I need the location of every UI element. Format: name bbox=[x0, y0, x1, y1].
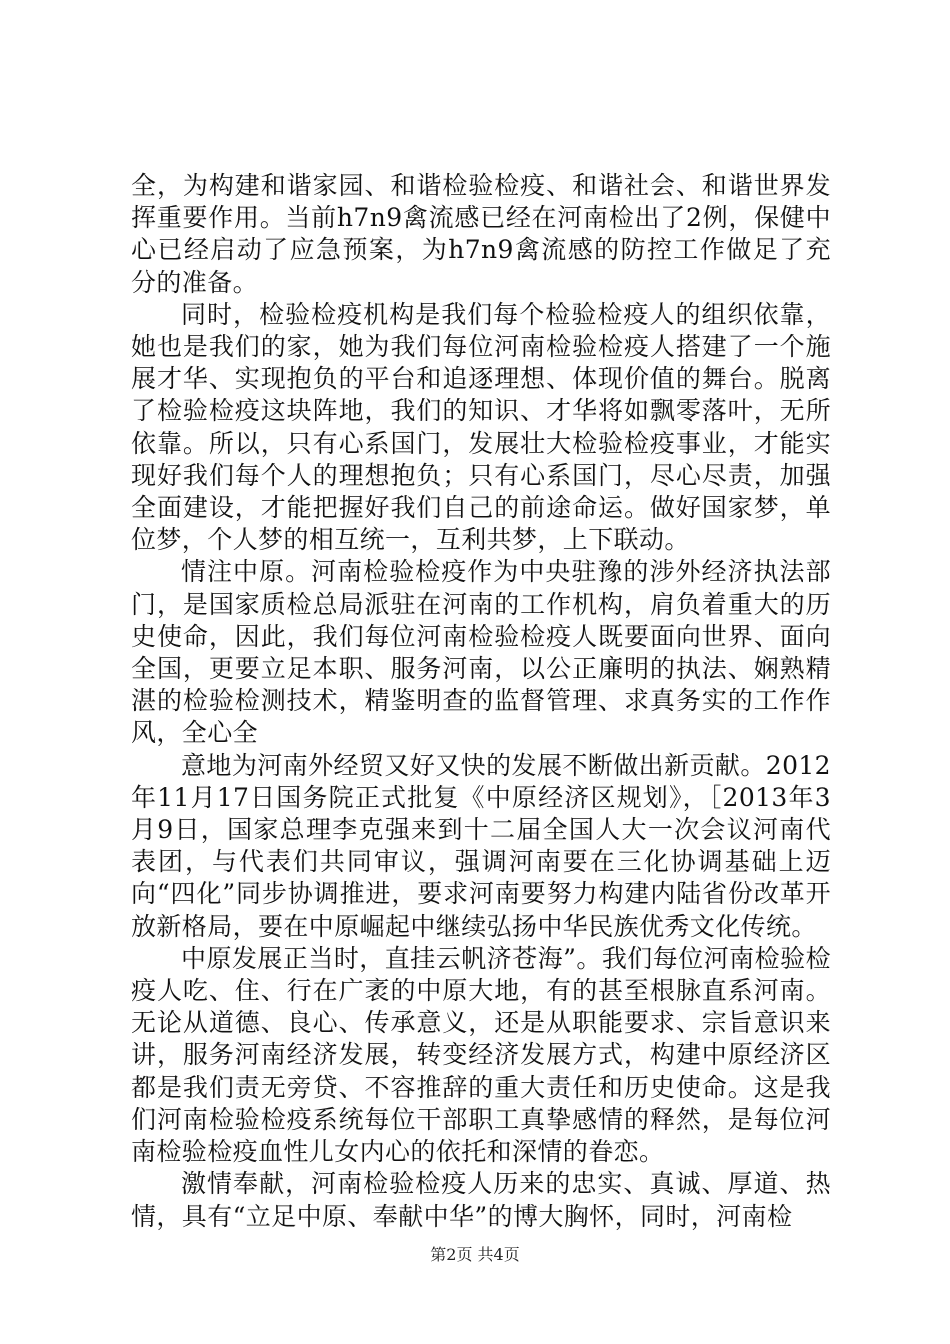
document-body bbox=[131, 170, 831, 1233]
paragraph-2: 同时，检验检疫机构是我们每个检验检疫人的组织依靠，她也是我们的家，她为我们每位河南检验检疫人搭建了一个施展才华、实现抱负的平台和追逐理想、体现价值的舞台。脱离了检验检疫这块阵地，我们的知识、才华将如飘零落叶，无所依靠。所以，只有心系国门，发展壮大检验检疫事业，才能实现好我们每个人的理想抱负；只有心系国门，尽心尽责，加强全面建设，才能把握好我们自己的前途命运。做好国家梦，单位梦，个人梦的相互统一，互利共梦，上下联动。 bbox=[131, 299, 831, 555]
paragraph-3: 情注中原。河南检验检疫作为中央驻豫的涉外经济执法部门，是国家质检总局派驻在河南的工作机构，肩负着重大的历史使命，因此，我们每位河南检验检疫人既要面向世界、面向全国，更要立足本职、服务河南，以公正廉明的执法、娴熟精湛的检验检测技术，精鉴明查的监督管理、求真务实的工作作风，全心全 bbox=[131, 557, 831, 748]
paragraph-6: 激情奉献，河南检验检疫人历来的忠实、真诚、厚道、热情，具有“立足中原、奉献中华”的博大胸怀，同时，河南检 bbox=[131, 1169, 831, 1231]
page-footer: 第2页 共4页 bbox=[430, 1245, 520, 1264]
paragraph-1: 全，为构建和谐家园、和谐检验检疫、和谐社会、和谐世界发挥重要作用。当前h7n9禽流感已经在河南检出了2例，保健中心已经启动了应急预案，为h7n9禽流感的防控工作做足了充分的准备。 bbox=[131, 171, 831, 297]
paragraph-5: 中原发展正当时，直挂云帆济苍海”。我们每位河南检验检疫人吃、住、行在广袤的中原大地，有的甚至根脉直系河南。无论从道德、良心、传承意义，还是从职能要求、宗旨意识来讲，服务河南经济发展，转变经济发展方式，构建中原经济区都是我们责无旁贷、不容推辞的重大责任和历史使命。这是我们河南检验检疫系统每位干部职工真挚感情的释然，是每位河南检验检疫血性儿女内心的依托和深情的眷恋。 bbox=[131, 943, 831, 1167]
paragraph-4: 意地为河南外经贸又好又快的发展不断做出新贡献。2012年11月17日国务院正式批复《中原经济区规划》，［2013年3月9日，国家总理李克强来到十二届全国人大一次会议河南代表团，与代表们共同审议，强调河南要在三化协调基础上迈向“四化”同步协调推进，要求河南要努力构建内陆省份改革开放新格局，要在中原崛起中继续弘扬中华民族优秀文化传统。 bbox=[131, 750, 831, 941]
